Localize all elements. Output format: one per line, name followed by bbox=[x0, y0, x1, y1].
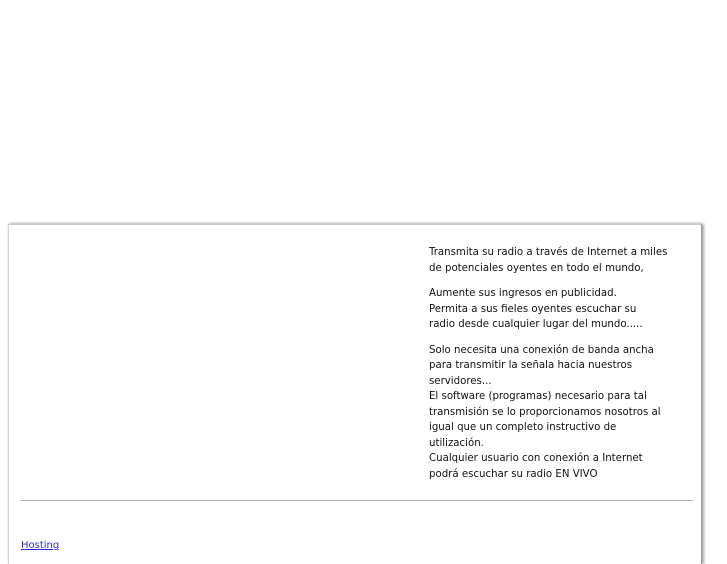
text-line: para transmitir la señala hacia nuestros bbox=[429, 360, 633, 371]
text-line: transmisión se lo proporcionamos nosotros al bbox=[429, 406, 661, 418]
text-line: Aumente sus ingresos en publicidad. bbox=[429, 288, 617, 299]
hosting-link[interactable]: Hosting bbox=[21, 540, 60, 551]
description-text bbox=[429, 245, 669, 492]
paragraph-intro bbox=[429, 245, 669, 276]
content-panel bbox=[8, 224, 702, 564]
text-line: servidores... bbox=[429, 375, 492, 387]
text-line: utilización. bbox=[429, 437, 484, 449]
text-line: Solo necesita una conexión de banda ancha bbox=[429, 344, 654, 356]
text-line: Permita a sus fieles oyentes escuchar su bbox=[429, 303, 637, 315]
text-line: Cualquier usuario con conexión a Internet bbox=[429, 453, 643, 464]
text-line: radio desde cualquier lugar del mundo..... bbox=[429, 319, 643, 330]
paragraph-requirements bbox=[429, 343, 669, 483]
horizontal-divider bbox=[21, 500, 693, 501]
text-line: El software (programas) necesario para tal bbox=[429, 391, 647, 402]
text-line: igual que un completo instructivo de bbox=[429, 422, 617, 433]
text-line: podrá escuchar su radio EN VIVO bbox=[429, 468, 598, 480]
media-placeholder bbox=[21, 243, 411, 493]
text-line: Transmita su radio a través de Internet a miles bbox=[429, 247, 668, 258]
text-line: de potenciales oyentes en todo el mundo, bbox=[429, 262, 644, 274]
paragraph-benefits bbox=[429, 286, 669, 333]
